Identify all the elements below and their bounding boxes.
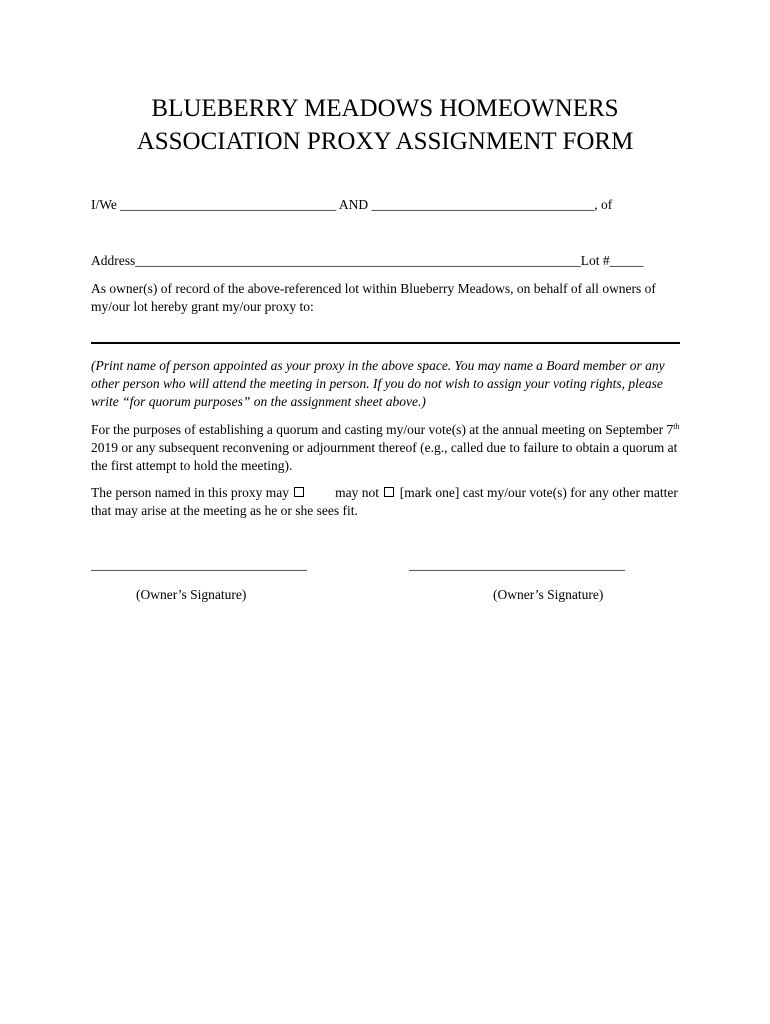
purpose-text-start: For the purposes of establishing a quorum and casting my/our vote(s) at the annual meeting on September 7 bbox=[91, 422, 674, 437]
owner-signature-label-1: (Owner’s Signature) bbox=[136, 587, 247, 602]
proxy-instructions: (Print name of person appointed as your proxy in the above space. You may name a Board member or any other person who will attend the meeting in person. If you do not wish to assign your voting rights, please write “for quorum purposes” on the assignment sheet above.) bbox=[91, 358, 665, 409]
address-line: Address__________________________________________________________________Lot #_____ bbox=[91, 253, 644, 268]
vote-text-part-2: may not bbox=[335, 485, 379, 500]
vote-authority-paragraph bbox=[91, 484, 686, 520]
purpose-superscript: th bbox=[673, 422, 680, 431]
purpose-text-end: 2019 or any subsequent reconvening or adjournment thereof (e.g., called due to failure to obtain a quorum at the first attempt to hold the meeting). bbox=[91, 440, 678, 473]
purpose-paragraph bbox=[91, 421, 686, 475]
proxy-name-rule bbox=[91, 342, 680, 344]
form-title bbox=[0, 92, 770, 158]
vote-text-part-3: [mark one] cast my/our vote(s) for any other matter that may arise at the meeting as he or she sees fit. bbox=[91, 485, 678, 518]
owner-signature-line-1: ________________________________ bbox=[91, 557, 307, 572]
owners-name-line: I/We ________________________________ AND _________________________________, of bbox=[91, 197, 613, 212]
owner-signature-line-2: ________________________________ bbox=[409, 557, 625, 572]
may-not-checkbox[interactable] bbox=[384, 487, 394, 497]
owner-signature-label-2: (Owner’s Signature) bbox=[493, 587, 604, 602]
vote-text-part-1: The person named in this proxy may bbox=[91, 485, 289, 500]
form-title-line-1: BLUEBERRY MEADOWS HOMEOWNERS bbox=[151, 95, 619, 122]
grant-proxy-text: As owner(s) of record of the above-referenced lot within Blueberry Meadows, on behalf of all owners of my/our lot hereby grant my/our proxy to: bbox=[91, 281, 656, 314]
form-title-line-2: ASSOCIATION PROXY ASSIGNMENT FORM bbox=[136, 128, 634, 155]
may-checkbox[interactable] bbox=[294, 487, 304, 497]
